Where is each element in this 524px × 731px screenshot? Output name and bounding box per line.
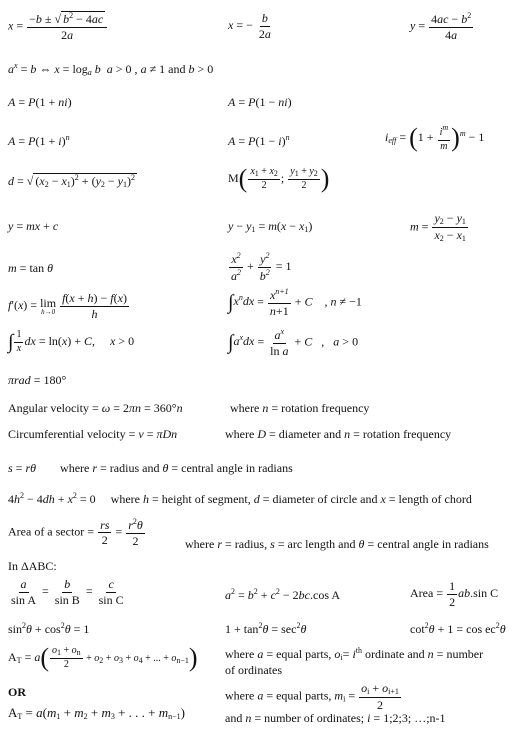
- angular-velocity-where: where n = rotation frequency: [230, 401, 370, 415]
- radian-conversion: πrad = 180°: [8, 373, 67, 387]
- simple-interest: A = P(1 + ni): [8, 95, 72, 109]
- cot-identity: $\cot^2\theta + 1 = \cos ec^2\theta$: [410, 621, 506, 636]
- pythagorean-identity: $\sin^2\theta + \cos^2\theta = 1$: [8, 621, 90, 636]
- integral-reciprocal: ∫ $\frac{1}{x}$ dx = ln(x) + C, x > 0: [8, 329, 135, 354]
- sector-area-where: where r = radius, s = arc length and θ = central angle in radians: [185, 537, 489, 551]
- sine-rule: $\frac{a}{\text{sin A}}$ = $\frac{b}{\text{sin B}}$ = $\frac{c}{\text{sin C}}$: [11, 577, 124, 607]
- vertex-x-formula: x = − $\frac{b}{2a}$: [228, 11, 271, 41]
- log-definition: $a^x = b$ ⇔ $x = \log_a b$ a > 0 , a ≠ 1 and b > 0: [8, 61, 214, 77]
- mid-ordinate-rule: $A_T = a$( $\frac{o_1 + o_n}{2}$ + $o_2 + o_3 + o_4$ + ... + $o_{n-1}$): [8, 643, 198, 672]
- sector-area: Area of a sector = $\frac{rs}{2}$ = $\frac{r^2\theta}{2}$: [8, 517, 143, 548]
- compound-depreciation: $A = P(1 - i)^n$: [228, 133, 290, 148]
- triangle-heading: In ΔABC:: [8, 559, 57, 573]
- vertex-y-formula: y = $\frac{4ac - b^2}{4a}$: [410, 11, 472, 42]
- point-slope-equation: $y - y_1 = m(x - x_1)$: [228, 219, 313, 234]
- circumferential-velocity: Circumferential velocity = v = πDn: [8, 427, 178, 441]
- mid-ordinate-alt-where: where a = equal parts, $m_i$ = $\frac{o_i + o_{i+1}}{2}$: [225, 681, 399, 713]
- line-equation: y = mx + c: [8, 219, 59, 233]
- ellipse-equation: $\frac{x^2}{a^2}$ + $\frac{y^2}{b^2}$ = 1: [231, 251, 292, 283]
- triangle-area: Area = $\frac{1}{2}$ ab.sin C: [410, 579, 499, 609]
- quadratic-formula: x = $\frac{-b \pm √ b^2 - 4ac}{2a}$: [8, 12, 108, 41]
- integral-exponential: $\int a^xdx$ = $\frac{a^x}{\text{ln a}}$ + C , a > 0: [228, 327, 359, 358]
- distance-formula: d = √ $(x_2 - x_1)^2 + (y_2 - y_1)^2$: [8, 173, 135, 189]
- effective-rate: $i_{eff} = (1$ + $\frac{i^m}{m}$ )$^m$ − 1: [385, 123, 485, 152]
- gradient-tan: m = tan θ: [8, 261, 54, 275]
- circumferential-velocity-where: where D = diameter and n = rotation frequency: [225, 427, 452, 441]
- midpoint-formula: M( $\frac{x_1 + x_2}{2}$ ; $\frac{y_1 + y_2}{2}$ ): [228, 164, 330, 193]
- gradient-formula: m = $\frac{y_2 - y_1}{x_2 - x_1}$: [410, 211, 466, 244]
- or-label: OR: [8, 685, 26, 699]
- mid-ordinate-alt: $A_T = a(m_1 + m_2 + m_3$ + . . . + $m_{n-1}$): [8, 705, 185, 721]
- mid-ordinate-alt-where-2: and n = number of ordinates; i = 1;2;3; …;n-1: [225, 711, 446, 725]
- segment-equation: $4h^2 - 4dh + x^2 = 0$ where h = height of segment, d = diameter of circle and x = length of chord: [8, 491, 472, 506]
- arc-length: s = rθ where r = radius and θ = central angle in radians: [8, 461, 293, 475]
- angular-velocity: Angular velocity = ω = 2πn = 360°n: [8, 401, 183, 415]
- cosine-rule: $a^2 = b^2 + c^2 - 2bc.\cos$ A: [225, 587, 340, 602]
- compound-interest: $A = P(1 + i)^n$: [8, 133, 70, 148]
- simple-depreciation: A = P(1 − ni): [228, 95, 292, 109]
- derivative-definition: f′(x) = lim h→0 $\frac{f(x + h) - f(x)}{h}$: [8, 291, 127, 321]
- tan-identity: $1 + \tan^2\theta = \sec^2\theta$: [225, 621, 307, 636]
- power-rule: $\int x^ndx$ = $\frac{x^{n+1}}{n+1}$ + C , n ≠ −1: [228, 287, 362, 318]
- mid-ordinate-where: where a = equal parts, $o_i= i^{th}$ ordinate and n = number of ordinates: [225, 646, 484, 678]
